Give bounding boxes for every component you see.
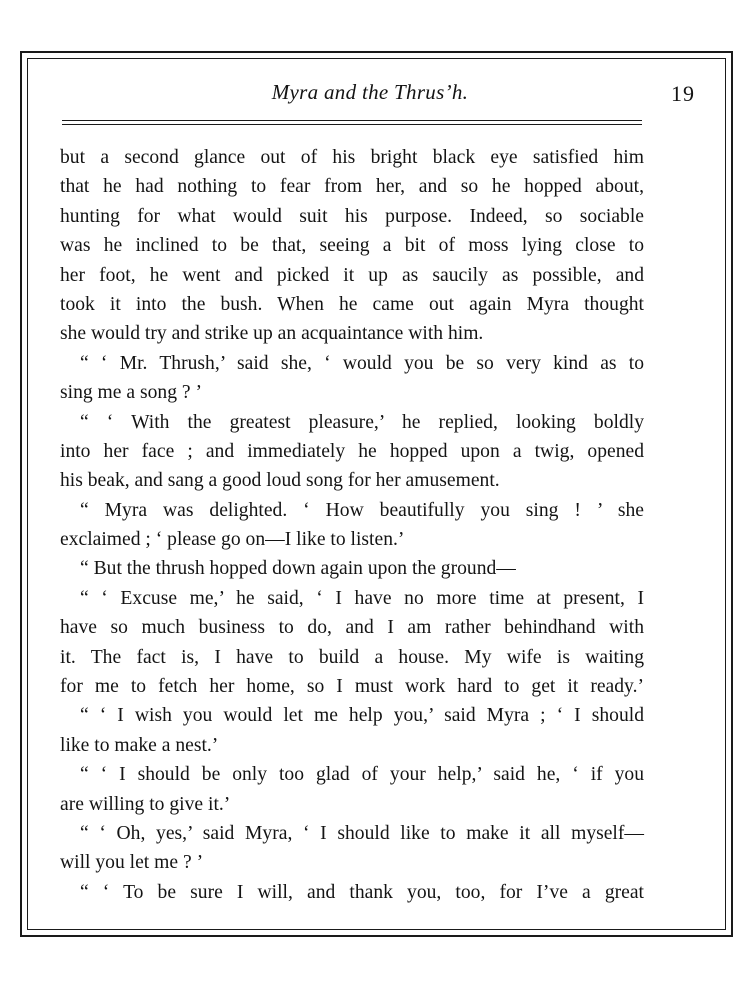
text-line: will you let me ? ’	[60, 852, 204, 874]
page-number: 19	[671, 81, 695, 106]
text-line: took it into the bush. When he came out again Myra thought	[60, 293, 644, 315]
text-line: for me to fetch her home, so I must work hard to get it ready.’	[60, 676, 644, 698]
text-line: are willing to give it.’	[60, 793, 231, 815]
running-head	[40, 80, 700, 110]
text-line: her foot, he went and picked it up as saucily as possible, and	[60, 264, 644, 286]
text-line: hunting for what would suit his purpose. Indeed, so sociable	[60, 205, 644, 227]
text-line: have so much business to do, and I am rather behindhand with	[60, 617, 644, 639]
text-line: “ ‘ I should be only too glad of your help,’ said he, ‘ if you	[80, 764, 644, 786]
text-line: exclaimed ; ‘ please go on—I like to listen.’	[60, 529, 405, 551]
text-line: his beak, and sang a good loud song for her amusement.	[60, 470, 500, 492]
text-line: “ ‘ Mr. Thrush,’ said she, ‘ would you be so very kind as to	[80, 352, 644, 374]
text-line: but a second glance out of his bright black eye satisfied him	[60, 147, 644, 168]
header-rule	[62, 124, 642, 125]
text-line: “ But the thrush hopped down again upon the ground—	[80, 558, 516, 580]
header-rule	[62, 120, 642, 121]
text-line: into her face ; and immediately he hopped upon a twig, opened	[60, 440, 644, 462]
text-line: sing me a song ? ’	[60, 382, 203, 404]
text-line: “ Myra was delighted. ‘ How beautifully you sing ! ’ she	[80, 499, 644, 521]
text-line: “ ‘ Oh, yes,’ said Myra, ‘ I should like to make it all myself—	[80, 822, 644, 844]
text-line: was he inclined to be that, seeing a bit of moss lying close to	[60, 235, 644, 257]
text-line: it. The fact is, I have to build a house. My wife is waiting	[60, 646, 644, 668]
text-line: like to make a nest.’	[60, 734, 219, 756]
text-line: “ ‘ I wish you would let me help you,’ said Myra ; ‘ I should	[80, 705, 644, 727]
running-title: Myra and the Thrusʼh.	[271, 80, 469, 104]
text-line: she would try and strike up an acquaintance with him.	[60, 323, 484, 345]
text-line: “ ‘ To be sure I will, and thank you, too, for I’ve a great	[80, 881, 644, 903]
body-text	[60, 143, 644, 907]
text-line: “ ‘ Excuse me,’ he said, ‘ I have no more time at present, I	[80, 587, 644, 609]
text-line: that he had nothing to fear from her, and so he hopped about,	[60, 176, 644, 198]
text-line: “ ‘ With the greatest pleasure,’ he replied, looking boldly	[80, 411, 644, 433]
